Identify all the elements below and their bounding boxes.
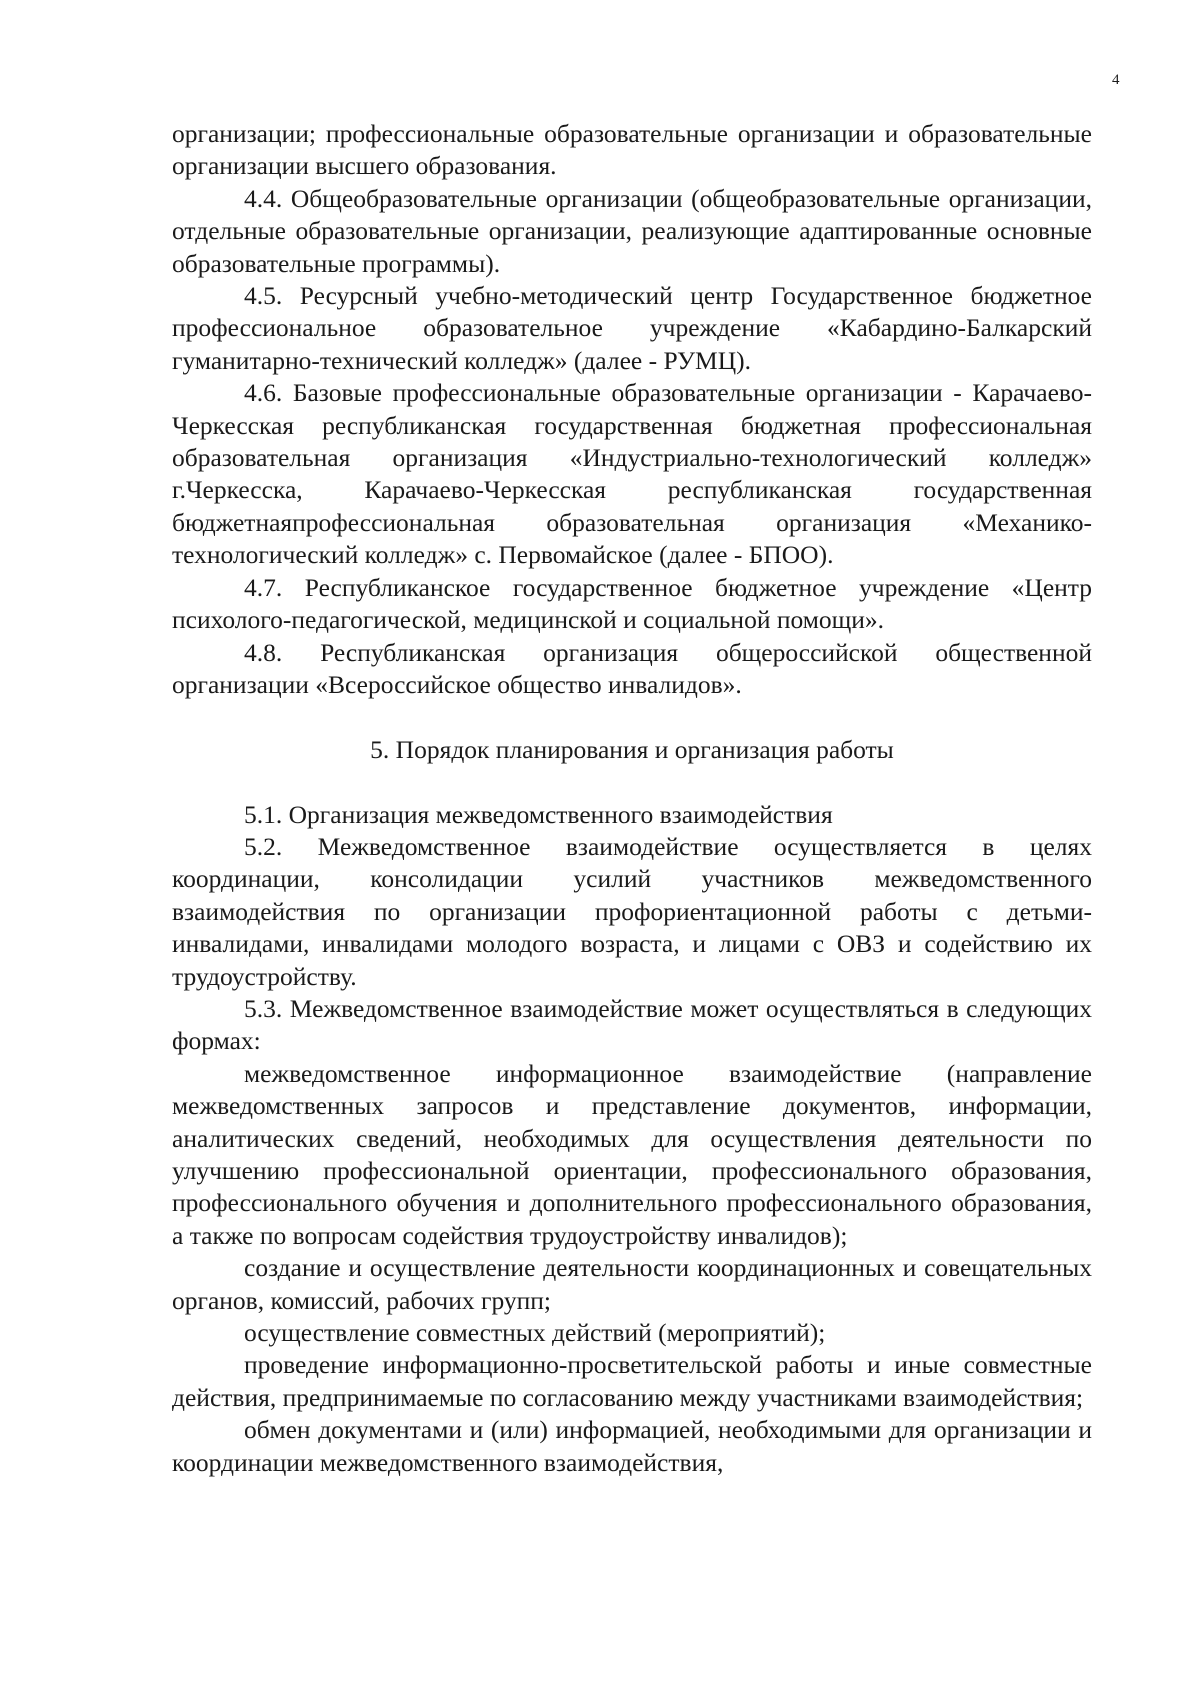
- paragraph-4-8: 4.8. Республиканская организация общероссийской общественной организации «Всероссийское общество инвалидов».: [172, 637, 1092, 699]
- section-heading: 5. Порядок планирования и организация работы: [370, 734, 894, 764]
- paragraph-form-1: межведомственное информационное взаимодействие (направление межведомственных запросов и представление документов, информации, аналитических сведений, необходимых для осуществления деятельности по улучшению профессиональной ориентации, профессионального образования, профессионального обучения и дополнительного профессионального образования, а также по вопросам содействия трудоустройству инвалидов);: [172, 1058, 1092, 1250]
- paragraph-form-5: обмен документами и (или) информацией, необходимыми для организации и координации межведомственного взаимодействия,: [172, 1415, 1092, 1477]
- paragraph-5-2: 5.2. Межведомственное взаимодействие осуществляется в целях координации, консолидации усилий участников межведомственного взаимодействия по организации профориентационной работы с детьми-инвалидами, инвалидами молодого возраста, и лицами с ОВЗ и содействию их трудоустройству.: [172, 831, 1092, 991]
- page-number: 4: [1112, 72, 1120, 88]
- paragraph-4-6: 4.6. Базовые профессиональные образовательные организации - Карачаево-Черкесская республиканская государственная бюджетная профессиональная образовательная организация «Индустриально-технологический колледж» г.Черкесска, Карачаево-Черкесская республиканская государственная бюджетнаяпрофессиональная образовательная организация «Механико-технологический колледж» с. Первомайское (далее - БПОО).: [172, 378, 1092, 570]
- paragraph-continuation: организации; профессиональные образовательные организации и образовательные организации высшего образования.: [172, 119, 1092, 181]
- paragraph-4-7: 4.7. Республиканское государственное бюджетное учреждение «Центр психолого-педагогической, медицинской и социальной помощи».: [172, 572, 1092, 635]
- paragraph-4-5: 4.5. Ресурсный учебно-методический центр Государственное бюджетное профессиональное образовательное учреждение «Кабардино-Балкарский гуманитарно-технический колледж» (далее - РУМЦ).: [172, 281, 1092, 375]
- paragraph-5-1: 5.1. Организация межведомственного взаимодействия: [244, 799, 833, 829]
- paragraph-form-3: осуществление совместных действий (мероприятий);: [244, 1318, 826, 1347]
- document-body: [172, 118, 1092, 1479]
- paragraph-form-2: создание и осуществление деятельности координационных и совещательных органов, комиссий, рабочих групп;: [172, 1253, 1092, 1315]
- spacer: [172, 766, 1092, 798]
- paragraph-form-4: проведение информационно-просветительской работы и иные совместные действия, предпринимаемые по согласованию между участниками взаимодействия;: [172, 1350, 1092, 1412]
- paragraph-4-4: 4.4. Общеобразовательные организации (общеобразовательные организации, отдельные образовательные организации, реализующие адаптированные основные образовательные программы).: [172, 183, 1092, 278]
- paragraph-5-3: 5.3. Межведомственное взаимодействие может осуществляться в следующих формах:: [172, 993, 1092, 1056]
- spacer: [172, 701, 1092, 733]
